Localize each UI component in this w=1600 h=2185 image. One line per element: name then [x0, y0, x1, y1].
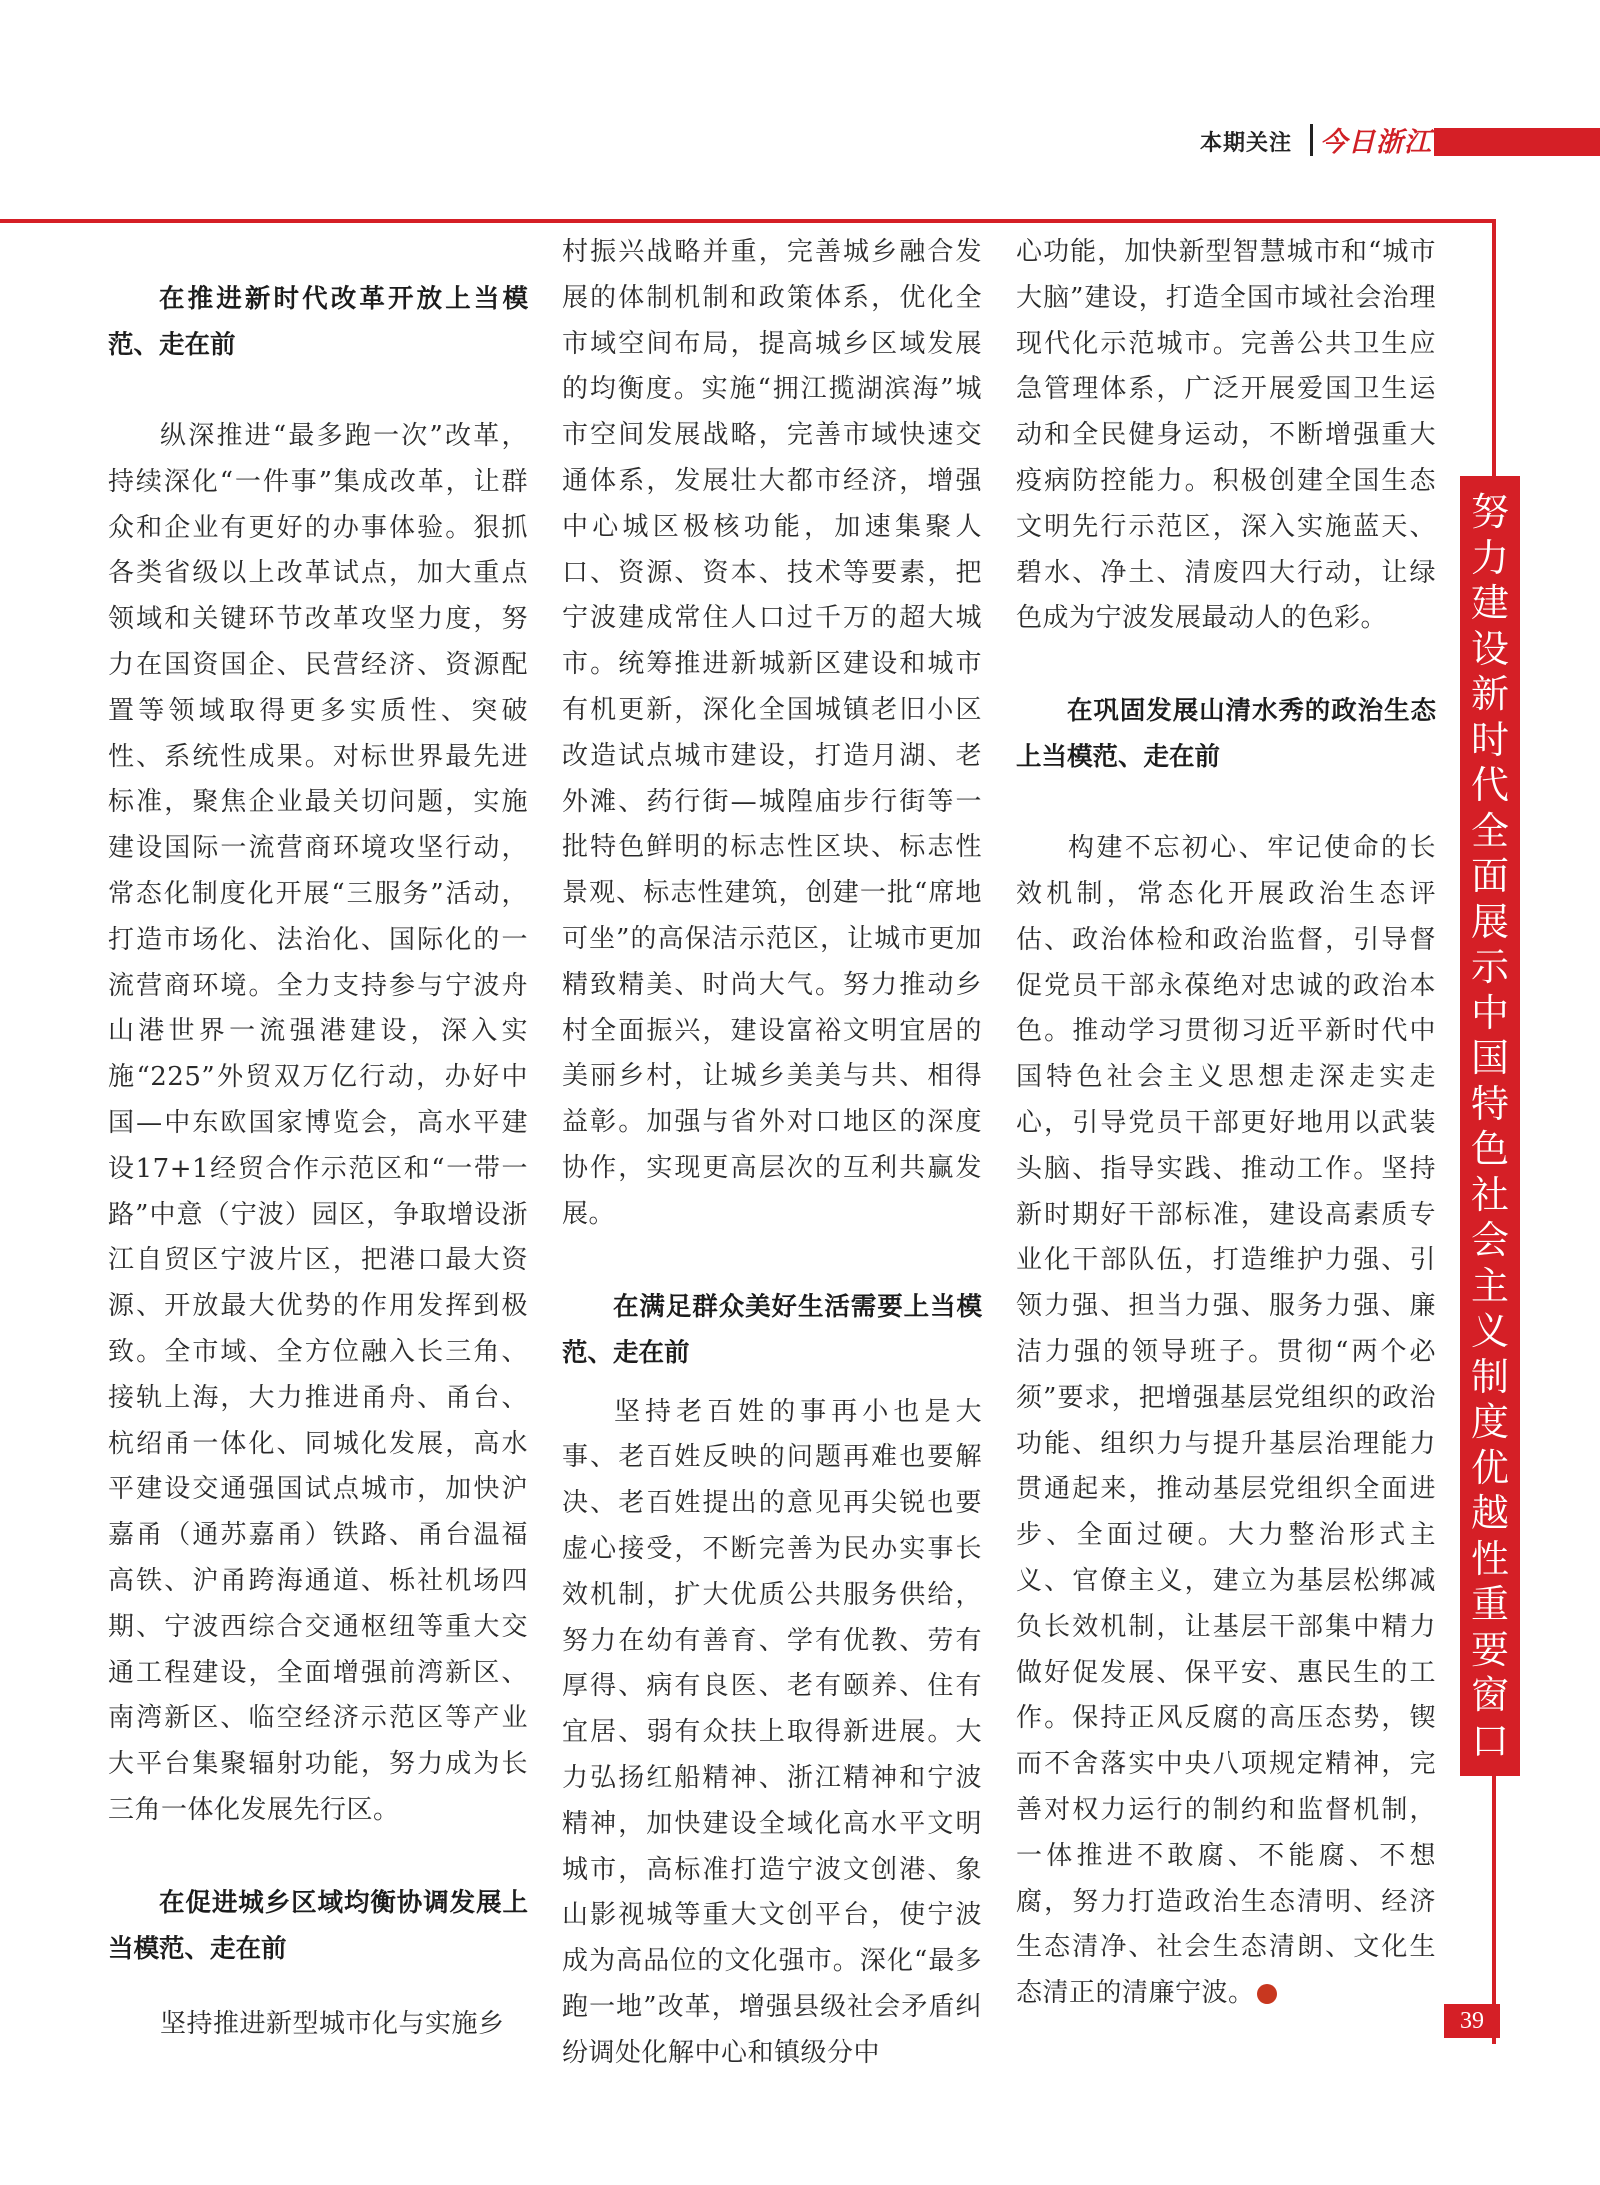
paragraph-livelihood-cont: 心功能，加快新型智慧城市和“城市大脑”建设，打造全国市域社会治理现代化示范城市。完善公共卫生应急管理体系，广泛开展爱国卫生运动和全民健身运动，不断增强重大疫病防控能力。积极创建全国生态文明先行示范区，深入实施蓝天、碧水、净土、清废四大行动，让绿色成为宁波发展最动人的色彩。 — [1016, 237, 1436, 634]
end-mark-icon — [1257, 1984, 1277, 2004]
paragraph-political-ecology: 构建不忘初心、牢记使命的长效机制，常态化开展政治生态评估、政治体检和政治监督，引导督促党员干部永葆绝对忠诚的政治本色。推动学习贯彻习近平新时代中国特色社会主义思想走深走实走心，引导党员干部更好地用以武装头脑、指导实践、推动工作。坚持新时期好干部标准，建设高素质专业化干部队伍，打造维护力强、引领力强、担当力强、服务力强、廉洁力强的领导班子。贯彻“两个必须”要求，把增强基层党组织的政治功能、组织力与提升基层治理能力贯通起来，推动基层党组织全面进步、全面过硬。大力整治形式主义、官僚主义，建立为基层松绑减负长效机制，让基层干部集中精力做好促发展、保平安、惠民生的工作。保持正风反腐的高压态势，锲而不舍落实中央八项规定精神，完善对权力运行的制约和监督机制，一体推进不敢腐、不能腐、不想腐，努力打造政治生态清明、经济生态清净、社会生态清朗、文化生态清正的清廉宁波。 — [1016, 833, 1436, 2009]
header-section-label: 本期关注 — [1200, 131, 1293, 156]
paragraph-reform: 纵深推进“最多跑一次”改革，持续深化“一件事”集成改革，让群众和企业有更好的办事体验。狠抓各类省级以上改革试点，加大重点领域和关键环节改革攻坚力度，努力在国资国企、民营经济、资源配置等领域取得更多实质性、突破性、系统性成果。对标世界最先进标准，聚焦企业最关切问题，实施建设国际一流营商环境攻坚行动，常态化制度化开展“三服务”活动，打造市场化、法治化、国际化的一流营商环境。全力支持参与宁波舟山港世界一流强港建设，深入实施“225”外贸双万亿行动，办好中国—中东欧国家博览会，高水平建设17+1经贸合作示范区和“一带一路”中意（宁波）园区，争取增设浙江自贸区宁波片区，把港口最大资源、开放最大优势的作用发挥到极致。全市域、全方位融入长三角、接轨上海，大力推进甬舟、甬台、杭绍甬一体化、同城化发展，高水平建设交通强国试点城市，加快沪嘉甬（通苏嘉甬）铁路、甬台温福高铁、沪甬跨海通道、栎社机场四期、宁波西综合交通枢纽等重大交通工程建设，全面增强前湾新区、南湾新区、临空经济示范区等产业大平台集聚辐射功能，努力成为长三角一体化发展先行区。 — [108, 421, 528, 1825]
column-2 — [562, 230, 982, 2076]
page-number: 39 — [1444, 2004, 1500, 2038]
paragraph-political-ecology-wrap — [1016, 826, 1436, 2017]
column-1 — [108, 230, 528, 2048]
frame-top-line — [0, 219, 1496, 223]
column-3 — [1016, 230, 1436, 2017]
paragraph-urban-rural-start: 坚持推进新型城市化与实施乡 — [160, 2008, 505, 2039]
section-heading-urban-rural: 在促进城乡区域均衡协调发展上当模范、走在前 — [108, 1887, 528, 1964]
header-separator — [1310, 124, 1313, 156]
paragraph-livelihood: 坚持老百姓的事再小也是大事、老百姓反映的问题再难也要解决、老百姓提出的意见再尖锐也要虚心接受，不断完善为民办实事长效机制，扩大优质公共服务供给，努力在幼有善育、学有优教、劳有厚得、病有良医、老有颐养、住有宜居、弱有众扶上取得新进展。大力弘扬红船精神、浙江精神和宁波精神，加快建设全域化高水平文明城市，高标准打造宁波文创港、象山影视城等重大文创平台，使宁波成为高品位的文化强市。深化“最多跑一地”改革，增强县级社会矛盾纠纷调处化解中心和镇级分中 — [562, 1396, 982, 2068]
section-heading-livelihood: 在满足群众美好生活需要上当模范、走在前 — [562, 1291, 982, 1368]
header-red-bar — [1434, 128, 1600, 156]
magazine-logo: 今日浙江 — [1320, 127, 1432, 158]
paragraph-urban-rural-cont: 村振兴战略并重，完善城乡融合发展的体制机制和政策体系，优化全市域空间布局，提高城乡区域发展的均衡度。实施“拥江揽湖滨海”城市空间发展战略，完善市域快速交通体系，发展壮大都市经济，增强中心城区极核功能，加速集聚人口、资源、资本、技术等要素，把宁波建成常住人口过千万的超大城市。统筹推进新城新区建设和城市有机更新，深化全国城镇老旧小区改造试点城市建设，打造月湖、老外滩、药行街—城隍庙步行街等一批特色鲜明的标志性区块、标志性景观、标志性建筑，创建一批“席地可坐”的高保洁示范区，让城市更加精致精美、时尚大气。努力推动乡村全面振兴，建设富裕文明宜居的美丽乡村，让城乡美美与共、相得益彰。加强与省外对口地区的深度协作，实现更高层次的互利共赢发展。 — [562, 237, 982, 1229]
section-heading-political-ecology: 在巩固发展山清水秀的政治生态上当模范、走在前 — [1016, 696, 1436, 773]
section-heading-reform: 在推进新时代改革开放上当模范、走在前 — [108, 284, 528, 360]
side-title: 努力建设新时代全面展示中国特色社会主义制度优越性重要窗口 — [1470, 490, 1509, 1763]
